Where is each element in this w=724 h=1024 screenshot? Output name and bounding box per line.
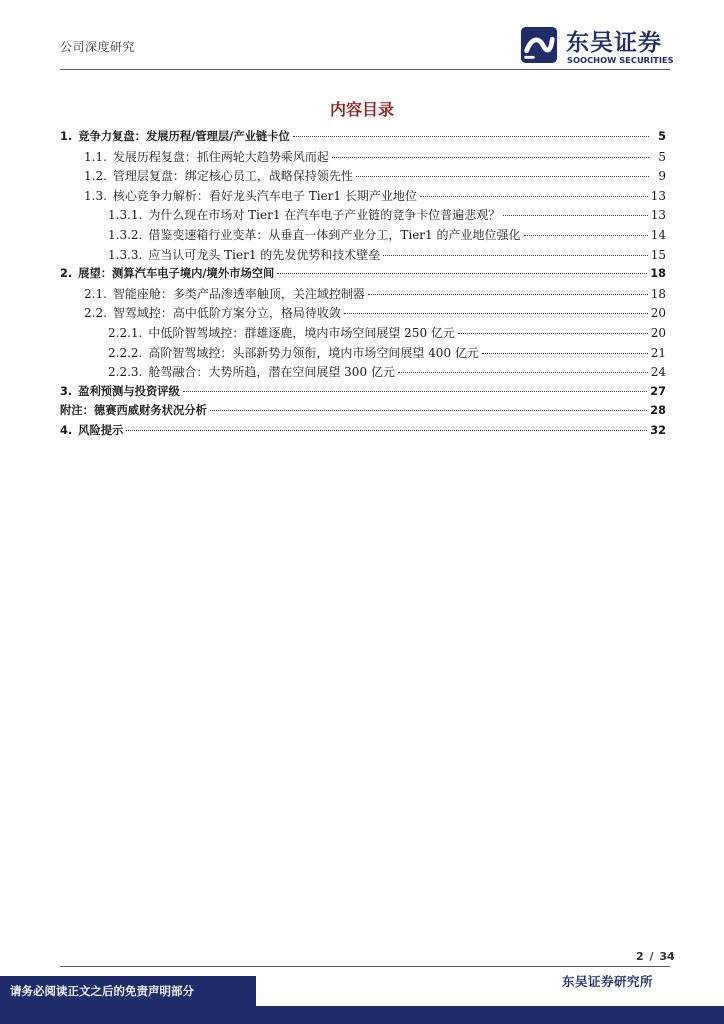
toc-entry-title: 附注：德赛西威财务状况分析 <box>60 404 207 418</box>
report-type-label: 公司深度研究 <box>60 40 136 54</box>
toc-dot-leader <box>126 430 647 431</box>
toc-entry[interactable] <box>60 226 666 246</box>
toc-entry-title: 舱驾融合：大势所趋，潜在空间展望 300 亿元 <box>148 365 395 380</box>
toc-entry[interactable] <box>60 285 666 305</box>
toc-entry-title: 盈利预测与投资评级 <box>78 384 180 398</box>
toc-entry[interactable] <box>60 128 666 148</box>
toc-entry-page: 28 <box>650 404 666 418</box>
toc-entry-title: 展望：测算汽车电子境内/境外市场空间 <box>78 267 275 281</box>
toc-dot-leader <box>458 333 648 334</box>
toc-dot-leader <box>356 176 649 177</box>
page-number: 2 / 34 <box>636 950 675 963</box>
toc-entry-page: 9 <box>658 169 666 184</box>
toc-entry[interactable] <box>60 246 666 266</box>
toc-entry-number: 1.3.1. <box>108 208 143 223</box>
toc-dot-leader <box>398 372 648 373</box>
toc-entry-title: 风险提示 <box>78 423 124 437</box>
toc-entry[interactable] <box>60 304 666 324</box>
toc-entry[interactable] <box>60 383 666 403</box>
toc-entry-number: 1. <box>60 130 73 143</box>
toc-dot-leader <box>383 255 647 256</box>
toc-entry[interactable] <box>60 265 666 285</box>
toc-entry-page: 18 <box>650 286 666 301</box>
toc-entry-page: 32 <box>650 423 666 437</box>
toc-entry-number: 2.2.3. <box>108 365 143 380</box>
toc-entry-page: 20 <box>650 306 666 321</box>
toc-entry-page: 5 <box>658 130 666 143</box>
header-divider <box>60 69 670 70</box>
footer-divider <box>60 966 670 967</box>
toc-entry-title: 高阶智驾域控：头部新势力领衔，境内市场空间展望 400 亿元 <box>148 345 479 360</box>
toc-entry[interactable] <box>60 344 666 364</box>
research-institute-label: 东吴证券研究所 <box>562 974 654 989</box>
toc-entry-number: 2. <box>60 267 73 281</box>
toc-entry-title: 为什么现在市场对 Tier1 在汽车电子产业链的竞争卡位普遍悲观？ <box>148 208 501 223</box>
toc-dot-leader <box>420 196 648 197</box>
toc-entry-page: 5 <box>658 149 666 164</box>
toc-entry-page: 20 <box>650 325 666 340</box>
toc-entry-page: 24 <box>650 365 666 380</box>
toc-entry-number: 4. <box>60 423 73 437</box>
toc-entry-number: 3. <box>60 384 73 398</box>
company-logo <box>520 24 680 68</box>
toc-entry-title: 竞争力复盘：发展历程/管理层/产业链卡位 <box>78 130 290 143</box>
toc-entry-number: 2.2. <box>84 306 107 321</box>
footer-bar <box>0 1006 724 1024</box>
toc-entry-title: 核心竞争力解析：看好龙头汽车电子 Tier1 长期产业地位 <box>112 188 417 203</box>
toc-entry-page: 13 <box>650 188 666 203</box>
toc-entry[interactable] <box>60 324 666 344</box>
toc-entry-title: 发展历程复盘：抓住两轮大趋势乘风而起 <box>112 149 329 164</box>
disclaimer-banner <box>0 976 256 1006</box>
disclaimer-text: 请务必阅读正文之后的免责声明部分 <box>10 984 194 998</box>
toc-entry-number: 1.3. <box>84 188 107 203</box>
toc-entry-number: 2.2.1. <box>108 325 143 340</box>
toc-entry-page: 14 <box>650 227 666 242</box>
toc-dot-leader <box>482 353 648 354</box>
toc-entry-number: 1.3.2. <box>108 227 143 242</box>
toc-entry-number: 1.2. <box>84 169 107 184</box>
toc-entry-title: 智能座舱：多类产品渗透率触顶，关注域控制器 <box>112 286 365 301</box>
toc-entry-page: 27 <box>650 384 666 398</box>
toc-dot-leader <box>293 136 649 137</box>
logo-chinese-name: 东吴证券 <box>566 30 662 56</box>
toc-entry-number: 1.1. <box>84 149 107 164</box>
toc-entry-title: 应当认可龙头 Tier1 的先发优势和技术壁垒 <box>148 247 381 262</box>
toc-entry[interactable] <box>60 206 666 226</box>
toc-entry[interactable] <box>60 363 666 383</box>
toc-title: 内容目录 <box>329 100 394 119</box>
toc-entry-title: 智驾域控：高中低阶方案分立，格局待收敛 <box>112 306 341 321</box>
toc-dot-leader <box>332 157 649 158</box>
soochow-wave-icon <box>520 26 558 64</box>
logo-english-name: SOOCHOW SECURITIES <box>567 55 674 65</box>
toc-entry-number: 2.2.2. <box>108 345 143 360</box>
toc-entry-number: 1.3.3. <box>108 247 143 262</box>
toc-dot-leader <box>183 391 647 392</box>
toc-entry-page: 18 <box>650 267 666 281</box>
toc-entry-page: 21 <box>650 345 666 360</box>
toc-entry-number: 2.1. <box>84 286 107 301</box>
toc-entry-title: 中低阶智驾域控：群雄逐鹿，境内市场空间展望 250 亿元 <box>148 325 455 340</box>
toc-entry-page: 13 <box>650 208 666 223</box>
toc-entry-title: 借鉴变速箱行业变革：从垂直一体到产业分工，Tier1 的产业地位强化 <box>148 227 521 242</box>
toc-entry-page: 15 <box>650 247 666 262</box>
toc-entry[interactable] <box>60 167 666 187</box>
toc-entry-title: 管理层复盘：绑定核心员工，战略保持领先性 <box>112 169 353 184</box>
toc-dot-leader <box>344 313 648 314</box>
toc-entry[interactable] <box>60 402 666 422</box>
table-of-contents <box>60 128 666 442</box>
toc-entry[interactable] <box>60 187 666 207</box>
toc-dot-leader <box>210 410 647 411</box>
toc-dot-leader <box>277 273 647 274</box>
toc-entry[interactable] <box>60 148 666 168</box>
toc-dot-leader <box>524 235 648 236</box>
toc-dot-leader <box>368 294 648 295</box>
toc-entry[interactable] <box>60 422 666 442</box>
toc-dot-leader <box>503 215 647 216</box>
